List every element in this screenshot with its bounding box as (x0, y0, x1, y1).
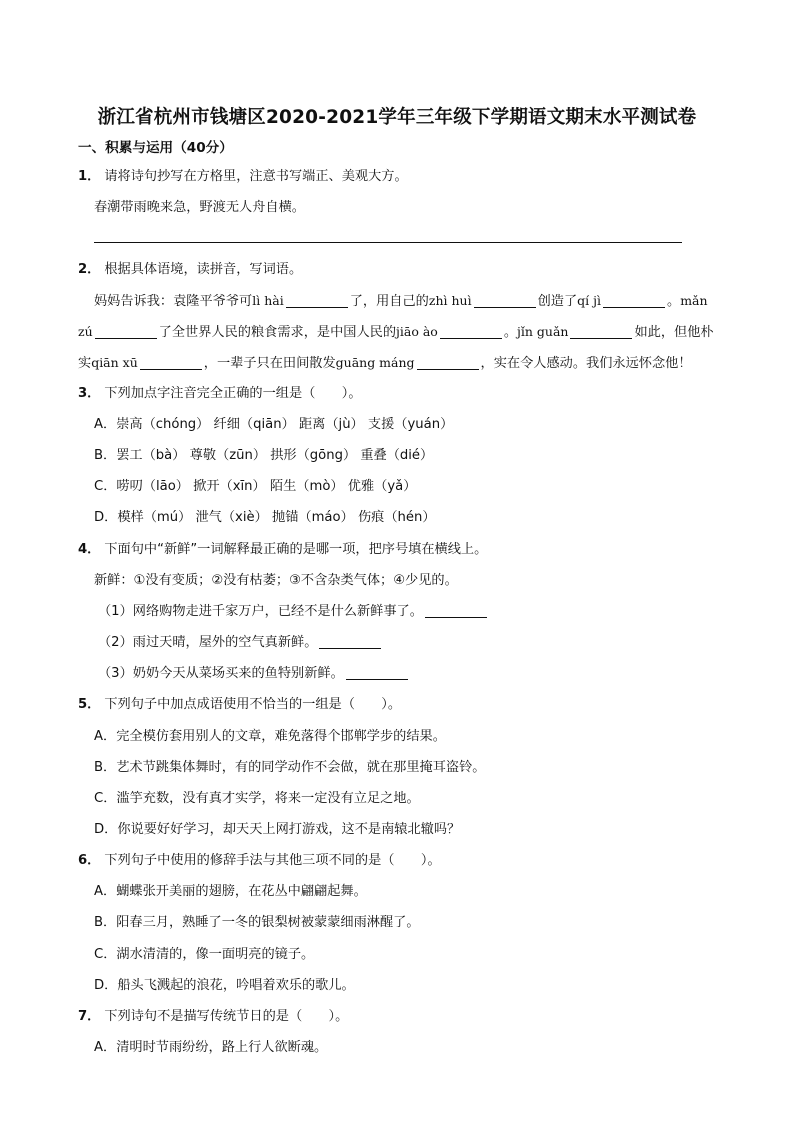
sub-question-text: （3）奶奶今天从菜场买来的鱼特别新鲜。 (98, 666, 344, 681)
question-7 (78, 1007, 348, 1027)
passage-line-1 (94, 291, 708, 312)
fill-blank[interactable] (425, 603, 487, 618)
sub-question-1 (98, 602, 489, 622)
option-b[interactable]: B．艺术节跳集体舞时，有的同学动作不会做，就在那里掩耳盗铃。 (94, 760, 486, 775)
option-d[interactable]: D．船头飞溅起的浪花，吟唱着欢乐的歌儿。 (94, 978, 355, 993)
question-4 (78, 540, 487, 560)
sub-question-3 (98, 664, 410, 684)
question-3 (78, 384, 362, 404)
exam-title: 浙江省杭州市钱塘区2020-2021学年三年级下学期语文期末水平测试卷 (97, 107, 697, 128)
fill-blank[interactable] (440, 324, 502, 339)
pinyin: guāng máng (335, 355, 415, 370)
question-6 (78, 851, 441, 871)
definition-list: 新鲜：①没有变质；②没有枯萎；③不含杂类气体；④少见的。 (94, 573, 458, 588)
pinyin: mǎn (680, 293, 708, 308)
passage-text: 了全世界人民的粮食需求，是中国人民的 (158, 325, 397, 340)
pinyin: zhì huì (428, 293, 472, 308)
question-stem: 下列加点字注音完全正确的一组是（ ）。 (104, 386, 362, 401)
question-stem: 下列句子中加点成语使用不恰当的一组是（ ）。 (104, 697, 402, 712)
passage-text: 创造了 (537, 294, 578, 309)
question-number: 5． (78, 697, 101, 712)
question-number: 4． (78, 542, 101, 557)
question-5 (78, 695, 401, 715)
fill-blank[interactable] (95, 324, 157, 339)
passage-line-2 (78, 322, 714, 343)
pinyin: qí jì (577, 293, 601, 308)
option-a[interactable]: A．蝴蝶张开美丽的翅膀，在花丛中翩翩起舞。 (94, 884, 367, 899)
question-number: 3． (78, 386, 101, 401)
section-heading: 一、积累与运用（40分） (78, 140, 233, 156)
pinyin: jiāo ào (396, 324, 438, 339)
answer-line[interactable] (94, 242, 682, 243)
poem-line: 春潮带雨晚来急，野渡无人舟自横。 (94, 200, 305, 215)
option-a[interactable]: A．清明时节雨纷纷，路上行人欲断魂。 (94, 1040, 328, 1055)
question-stem: 下列诗句不是描写传统节日的是（ ）。 (104, 1009, 349, 1024)
passage-text: 。 (503, 325, 518, 340)
question-1 (78, 167, 408, 187)
option-a[interactable]: A．崇高（chóng） 纤细（qiān） 距离（jù） 支援（yuán） (94, 417, 454, 432)
passage-text: 妈妈告诉我：袁隆平爷爷可 (94, 294, 253, 309)
fill-blank[interactable] (140, 355, 202, 370)
option-c[interactable]: C．唠叨（lāo） 掀开（xīn） 陌生（mò） 优雅（yǎ） (94, 479, 417, 494)
sub-question-text: （1）网络购物走进千家万户，已经不是什么新鲜事了。 (98, 604, 423, 619)
sub-question-text: （2）雨过天晴，屋外的空气真新鲜。 (98, 635, 318, 650)
pinyin: lì hài (252, 293, 284, 308)
option-b[interactable]: B．阳春三月，熟睡了一冬的银梨树被蒙蒙细雨淋醒了。 (94, 915, 420, 930)
pinyin: zú (78, 324, 93, 339)
passage-text: ，实在令人感动。我们永远怀念他！ (480, 356, 692, 371)
passage-text: 了，用自己的 (349, 294, 429, 309)
passage-text: ，一辈子只在田间散发 (203, 356, 336, 371)
question-stem: 请将诗句抄写在方格里，注意书写端正、美观大方。 (104, 169, 408, 184)
question-number: 7． (78, 1009, 101, 1024)
option-a[interactable]: A．完全模仿套用别人的文章，难免落得个邯郸学步的结果。 (94, 729, 446, 744)
question-number: 1． (78, 169, 101, 184)
option-b[interactable]: B．罢工（bà） 尊敬（zūn） 拱形（gōng） 重叠（dié） (94, 448, 434, 463)
passage-text: 实 (78, 356, 92, 371)
pinyin: jǐn guǎn (517, 324, 569, 339)
sub-question-2 (98, 633, 383, 653)
option-c[interactable]: C．滥竽充数，没有真才实学，将来一定没有立足之地。 (94, 791, 420, 806)
fill-blank[interactable] (346, 665, 408, 680)
question-stem: 下面句中“新鲜”一词解释最正确的是哪一项，把序号填在横线上。 (104, 542, 488, 557)
pinyin: qiān xū (91, 355, 138, 370)
fill-blank[interactable] (417, 355, 479, 370)
question-number: 2． (78, 262, 101, 277)
option-d[interactable]: D．你说要好好学习，却天天上网打游戏，这不是南辕北辙吗？ (94, 822, 461, 837)
fill-blank[interactable] (474, 293, 536, 308)
passage-line-3 (78, 353, 692, 374)
question-number: 6． (78, 853, 101, 868)
fill-blank[interactable] (319, 634, 381, 649)
question-2 (78, 260, 302, 280)
fill-blank[interactable] (603, 293, 665, 308)
question-stem: 下列句子中使用的修辞手法与其他三项不同的是（ ）。 (104, 853, 441, 868)
option-c[interactable]: C．湖水清清的，像一面明亮的镜子。 (94, 947, 315, 962)
option-d[interactable]: D．模样（mú） 泄气（xiè） 抛锚（máo） 伤痕（hén） (94, 510, 436, 525)
fill-blank[interactable] (570, 324, 632, 339)
question-stem: 根据具体语境，读拼音，写词语。 (104, 262, 303, 277)
passage-text: 。 (667, 294, 681, 309)
passage-text: 如此，但他朴 (634, 325, 714, 340)
fill-blank[interactable] (286, 293, 348, 308)
